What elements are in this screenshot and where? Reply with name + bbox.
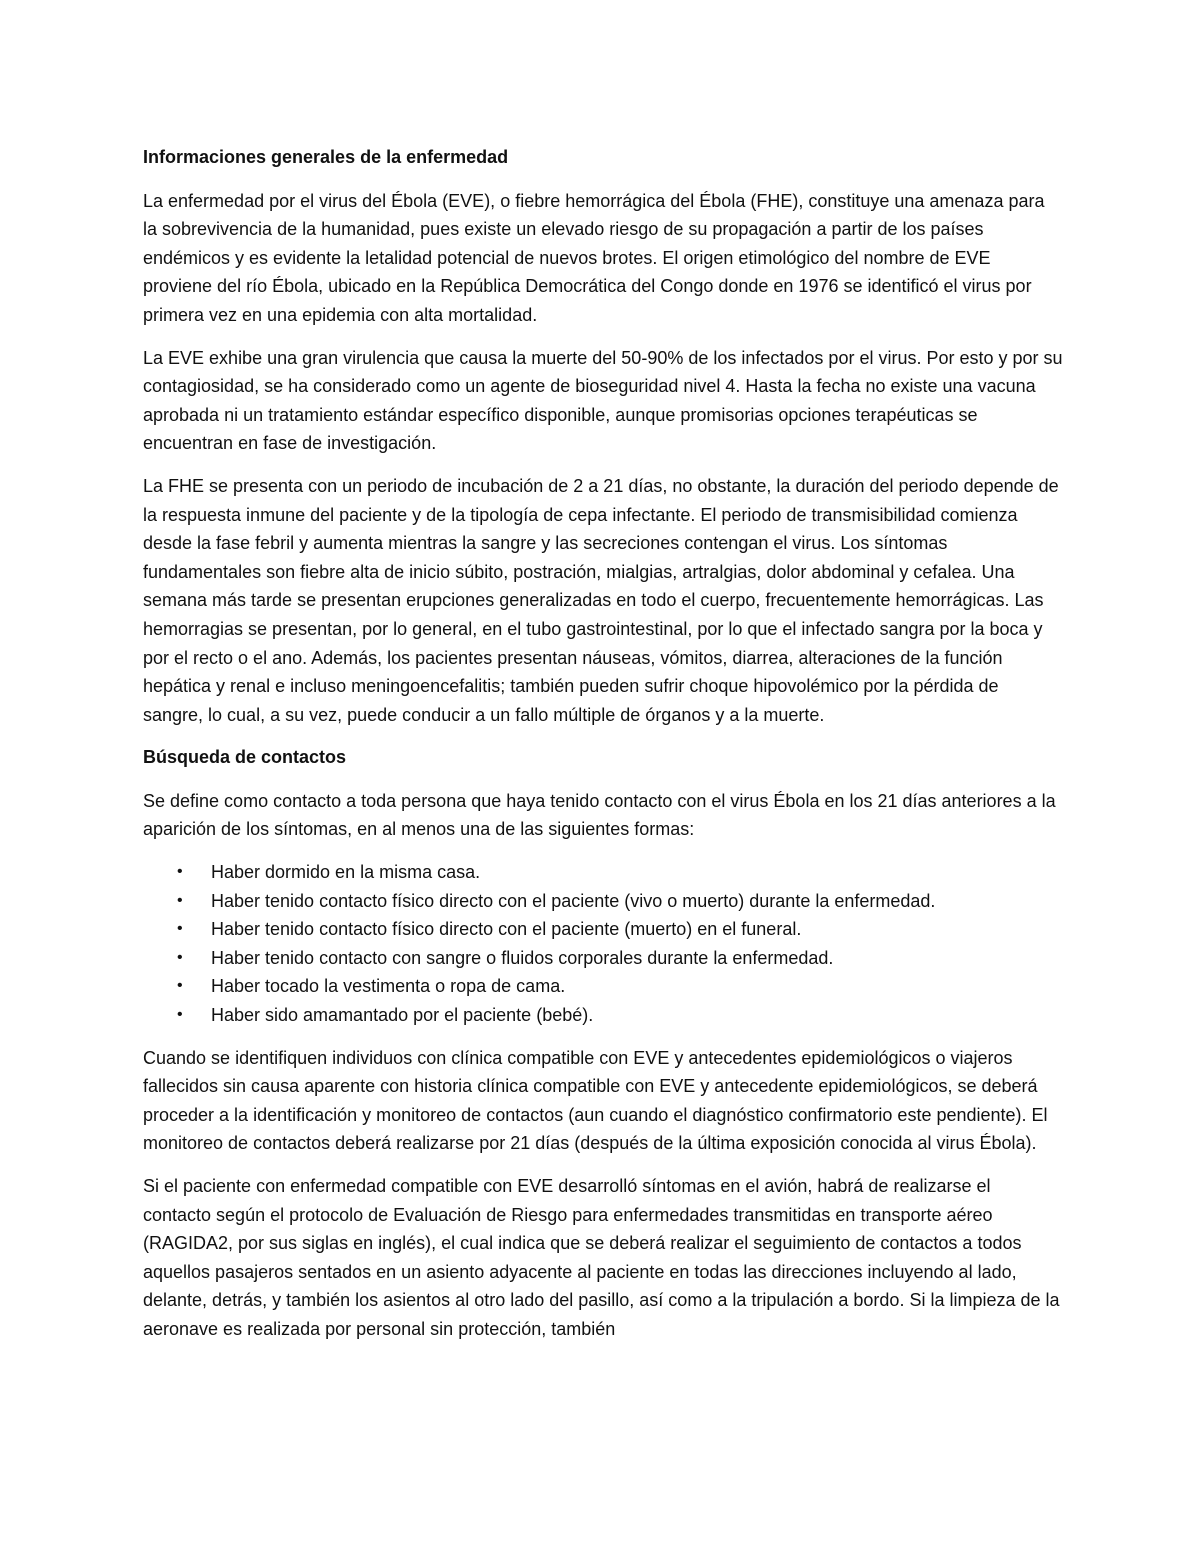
- list-item-text: Haber dormido en la misma casa.: [211, 862, 481, 883]
- paragraph-contact-definition: Se define como contacto a toda persona que haya tenido contacto con el virus Ébola en los 21 días anteriores a la aparición de los síntomas, en al menos una de las siguientes formas:: [143, 790, 1056, 840]
- list-item-text: Haber tenido contacto físico directo con el paciente (vivo o muerto) durante la enfermedad.: [211, 890, 936, 911]
- bullet-icon: •: [177, 891, 183, 909]
- section-heading-general-info: Informaciones generales de la enfermedad: [143, 147, 509, 167]
- contact-forms-list: [143, 858, 1063, 1030]
- bullet-icon: •: [177, 977, 183, 995]
- list-item-text: Haber tenido contacto físico directo con el paciente (muerto) en el funeral.: [211, 919, 802, 940]
- paragraph-virulence: La EVE exhibe una gran virulencia que causa la muerte del 50-90% de los infectados por el virus. Por esto y por su contagiosidad, se ha considerado como un agente de bioseguridad nivel 4. Hasta la fecha no existe una vacuna aprobada ni un tratamiento estándar específico disponible, aunque promisorias opciones terapéuticas se encuentran en fase de investigación.: [143, 347, 1063, 454]
- list-item: [143, 944, 1063, 973]
- document-page: [143, 143, 1063, 1358]
- bullet-icon: •: [177, 1006, 183, 1024]
- paragraph-contact-monitoring: Cuando se identifiquen individuos con clínica compatible con EVE y antecedentes epidemiológicos o viajeros fallecidos sin causa aparente con historia clínica compatible con EVE y antecedente epidemiológicos, se deberá proceder a la identificación y monitoreo de contactos (aun cuando el diagnóstico confirmatorio este pendiente). El monitoreo de contactos deberá realizarse por 21 días (después de la última exposición conocida al virus Ébola).: [143, 1047, 1048, 1154]
- list-item: [143, 858, 1063, 887]
- list-item-text: Haber sido amamantado por el paciente (bebé).: [211, 1005, 594, 1026]
- bullet-icon: •: [177, 948, 183, 966]
- section-heading-contact-tracing: Búsqueda de contactos: [143, 747, 347, 768]
- paragraph-ebola-definition: La enfermedad por el virus del Ébola (EVE), o fiebre hemorrágica del Ébola (FHE), constituye una amenaza para la sobrevivencia de la humanidad, pues existe un elevado riesgo de su propagación a partir de los países endémicos y es evidente la letalidad potencial de nuevos brotes. El origen etimológico del nombre de EVE proviene del río Ébola, ubicado en la República Democrática del Congo donde en 1976 se identificó el virus por primera vez en una epidemia con alta mortalidad.: [143, 190, 1045, 325]
- bullet-icon: •: [177, 920, 183, 938]
- list-item-text: Haber tocado la vestimenta o ropa de cama.: [211, 976, 566, 997]
- list-item: [143, 915, 1063, 944]
- list-item: [143, 887, 1063, 916]
- bullet-icon: •: [177, 863, 183, 881]
- paragraph-symptoms: La FHE se presenta con un periodo de incubación de 2 a 21 días, no obstante, la duración del periodo depende de la respuesta inmune del paciente y de la tipología de cepa infectante. El periodo de transmisibilidad comienza desde la fase febril y aumenta mientras la sangre y las secreciones contengan el virus. Los síntomas fundamentales son fiebre alta de inicio súbito, postración, mialgias, artralgias, dolor abdominal y cefalea. Una semana más tarde se presentan erupciones generalizadas en todo el cuerpo, frecuentemente hemorrágicas. Las hemorragias se presentan, por lo general, en el tubo gastrointestinal, por lo que el infectado sangra por la boca y por el recto o el ano. Además, los pacientes presentan náuseas, vómitos, diarrea, alteraciones de la función hepática y renal e incluso meningoencefalitis; también pueden sufrir choque hipovolémico por la pérdida de sangre, lo cual, a su vez, puede conducir a un fallo múltiple de órganos y a la muerte.: [143, 475, 1059, 725]
- list-item: [143, 1001, 1063, 1030]
- list-item: [143, 972, 1063, 1001]
- list-item-text: Haber tenido contacto con sangre o fluidos corporales durante la enfermedad.: [211, 947, 834, 968]
- paragraph-airplane-protocol: Si el paciente con enfermedad compatible con EVE desarrolló síntomas en el avión, habrá de realizarse el contacto según el protocolo de Evaluación de Riesgo para enfermedades transmitidas en transporte aéreo (RAGIDA2, por sus siglas en inglés), el cual indica que se deberá realizar el seguimiento de contactos a todos aquellos pasajeros sentados en un asiento adyacente al paciente en todas las direcciones incluyendo al lado, delante, detrás, y también los asientos al otro lado del pasillo, así como a la tripulación a bordo. Si la limpieza de la aeronave es realizada por personal sin protección, también: [143, 1176, 1060, 1339]
